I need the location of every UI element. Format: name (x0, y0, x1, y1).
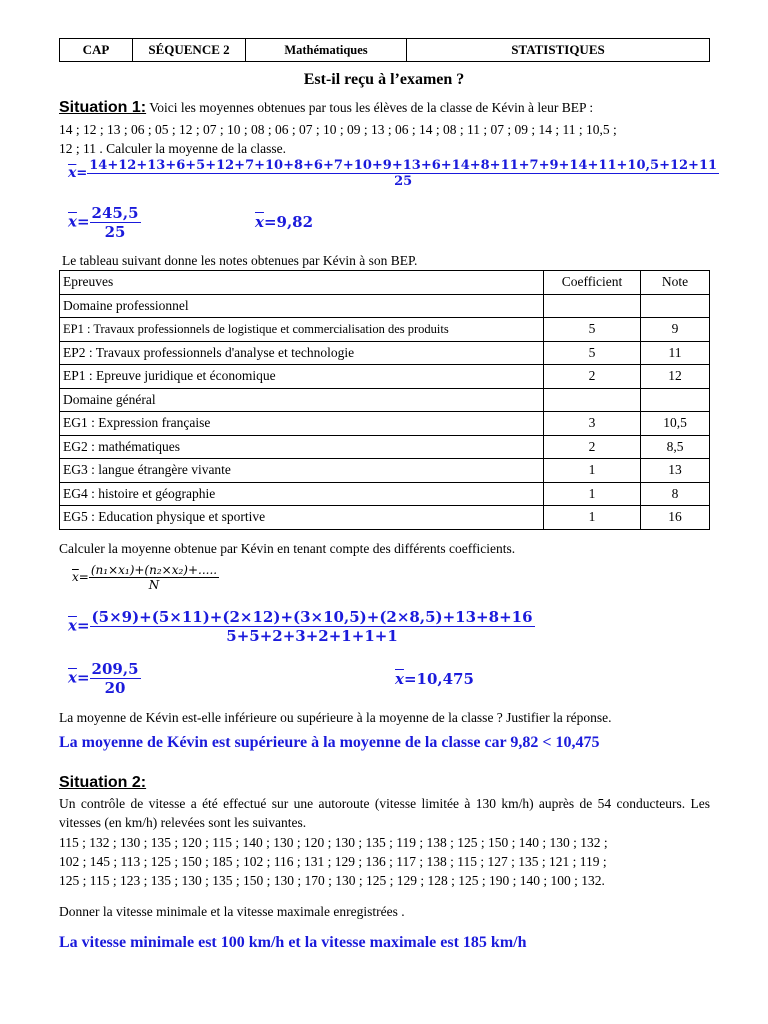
formula4-lhs: $\overline{x}$ (68, 668, 77, 687)
row-note: 13 (641, 459, 710, 483)
generic-formula-lhs: $\overline{x}$ (72, 570, 79, 584)
row-note: 8 (641, 482, 710, 506)
row-label: Domaine général (60, 388, 544, 412)
row-label: Domaine professionnel (60, 294, 544, 318)
situation2-heading: Situation 2: (59, 774, 147, 791)
header-topic: STATISTIQUES (407, 39, 710, 62)
table-row (60, 294, 710, 318)
formula1-numerator: 14+12+13+6+5+12+7+10+8+6+7+10+9+13+6+14+8+11+7+9+14+11+10,5+12+11 (89, 158, 718, 173)
formula3-denominator: 5+5+2+3+2+1+1+1 (226, 627, 398, 645)
table-row (60, 412, 710, 436)
row-note (641, 388, 710, 412)
header-subject: Mathématiques (246, 39, 407, 62)
formula4-eq: = (76, 668, 90, 687)
header-sequence: SÉQUENCE 2 (133, 39, 246, 62)
row-note: 16 (641, 506, 710, 530)
question-compare: La moyenne de Kévin est-elle inférieure ou supérieure à la moyenne de la classe ? Justifier la réponse. (59, 710, 612, 725)
page-title: Est-il reçu à l’examen ? (303, 71, 465, 88)
answer-min-max: La vitesse minimale est 100 km/h et la vitesse maximale est 185 km/h (59, 934, 527, 951)
formula2-lhs: $\overline{x}$ (68, 212, 77, 231)
formula2-eq: = (76, 212, 90, 231)
table-row (60, 388, 710, 412)
row-label: EP2 : Travaux professionnels d'analyse et technologie (60, 341, 544, 365)
situation2-heading-line (59, 774, 710, 793)
grades-table (59, 270, 710, 530)
grades-header-row (60, 271, 710, 295)
formula4-denominator: 20 (104, 679, 126, 697)
formula4-numerator: 209,5 (91, 660, 139, 678)
situation2-values-line2: 102 ; 145 ; 113 ; 125 ; 150 ; 185 ; 102 ; 116 ; 131 ; 129 ; 136 ; 117 ; 138 ; 115 ; 127 ; 135 ; 121 ; 119 ; (59, 854, 607, 869)
row-label: EG5 : Education physique et sportive (60, 506, 544, 530)
row-coef (544, 294, 641, 318)
situation1-intro (59, 99, 710, 118)
situation2-values-line1: 115 ; 132 ; 130 ; 135 ; 120 ; 115 ; 140 ; 130 ; 120 ; 130 ; 135 ; 119 ; 138 ; 125 ; 150 ; 140 ; 130 ; 132 ; (59, 835, 608, 850)
header-level: CAP (60, 39, 133, 62)
header-table (59, 38, 710, 62)
formula-class-mean-fraction (68, 204, 141, 241)
row-coef: 1 (544, 482, 641, 506)
table-row (60, 459, 710, 483)
generic-formula-numerator: (n₁×x₁)+(n₂×x₂)+..... (90, 563, 218, 577)
row-note: 8,5 (641, 435, 710, 459)
table-row (60, 506, 710, 530)
row-coef: 5 (544, 318, 641, 342)
formula4-result: =10,475 (403, 670, 474, 688)
situation1-heading: Situation 1: (59, 99, 147, 116)
generic-formula-denominator: N (148, 578, 160, 592)
formula-generic-weighted-mean (72, 563, 219, 592)
formula-class-mean (68, 158, 719, 189)
formula2-result: =9,82 (263, 213, 314, 231)
grades-header-epreuves: Epreuves (60, 271, 544, 295)
table-row (60, 365, 710, 389)
formula-weighted-mean-fraction (68, 660, 141, 697)
row-note: 12 (641, 365, 710, 389)
table-row (60, 318, 710, 342)
formula1-eq: = (76, 166, 88, 181)
table-row (60, 435, 710, 459)
row-note: 10,5 (641, 412, 710, 436)
formula2-result-lhs: $\overline{x}$ (255, 213, 264, 231)
grades-header-coefficient: Coefficient (544, 271, 641, 295)
situation1-values-line2: 12 ; 11 . Calculer la moyenne de la classe. (59, 141, 287, 156)
row-label: EG1 : Expression française (60, 412, 544, 436)
row-label: EG2 : mathématiques (60, 435, 544, 459)
question-weighted-mean: Calculer la moyenne obtenue par Kévin en tenant compte des différents coefficients. (59, 541, 516, 556)
row-label: EP1 : Travaux professionnels de logistique et commercialisation des produits (60, 318, 544, 342)
table-intro: Le tableau suivant donne les notes obtenues par Kévin à son BEP. (62, 253, 418, 268)
situation2-values-line3: 125 ; 115 ; 123 ; 135 ; 130 ; 135 ; 150 ; 130 ; 170 ; 130 ; 125 ; 129 ; 128 ; 125 ; 190 ; 140 ; 100 ; 132. (59, 873, 605, 888)
row-coef: 2 (544, 365, 641, 389)
situation2-intro: Un contrôle de vitesse a été effectué sur une autoroute (vitesse limitée à 130 km/h) auprès de 54 conducteurs. Les vitesses (en km/h) relevées sont les suivantes. (59, 796, 710, 830)
formula-weighted-mean (68, 608, 535, 645)
row-coef: 3 (544, 412, 641, 436)
table-row (60, 341, 710, 365)
formula2-numerator: 245,5 (91, 204, 139, 222)
formula4-result-lhs: $\overline{x}$ (395, 670, 404, 688)
generic-formula-eq: = (78, 570, 89, 584)
row-coef: 5 (544, 341, 641, 365)
formula1-lhs: $\overline{x}$ (68, 165, 77, 181)
row-label: EG4 : histoire et géographie (60, 482, 544, 506)
row-note (641, 294, 710, 318)
row-note: 9 (641, 318, 710, 342)
row-coef: 2 (544, 435, 641, 459)
situation1-values-line1: 14 ; 12 ; 13 ; 06 ; 05 ; 12 ; 07 ; 10 ; 08 ; 06 ; 07 ; 10 ; 09 ; 13 ; 06 ; 14 ; 08 ; 11 ; 07 ; 09 ; 14 ; 11 ; 10,5 ; (59, 122, 617, 137)
formula3-numerator: (5×9)+(5×11)+(2×12)+(3×10,5)+(2×8,5)+13+8+16 (91, 608, 533, 626)
row-label: EG3 : langue étrangère vivante (60, 459, 544, 483)
answer-compare: La moyenne de Kévin est supérieure à la moyenne de la classe car 9,82 < 10,475 (59, 734, 600, 751)
row-coef (544, 388, 641, 412)
formula3-eq: = (76, 616, 90, 635)
formula1-denominator: 25 (394, 174, 413, 189)
formula3-lhs: $\overline{x}$ (68, 616, 77, 635)
formula2-denominator: 25 (104, 223, 126, 241)
row-coef: 1 (544, 506, 641, 530)
formula-class-mean-result (255, 213, 313, 231)
row-note: 11 (641, 341, 710, 365)
table-row (60, 482, 710, 506)
question-min-max: Donner la vitesse minimale et la vitesse maximale enregistrées . (59, 904, 405, 919)
situation1-intro-text: Voici les moyennes obtenues par tous les élèves de la classe de Kévin à leur BEP : (146, 100, 594, 115)
row-coef: 1 (544, 459, 641, 483)
row-label: EP1 : Epreuve juridique et économique (60, 365, 544, 389)
formula-weighted-mean-result (395, 670, 474, 688)
grades-header-note: Note (641, 271, 710, 295)
